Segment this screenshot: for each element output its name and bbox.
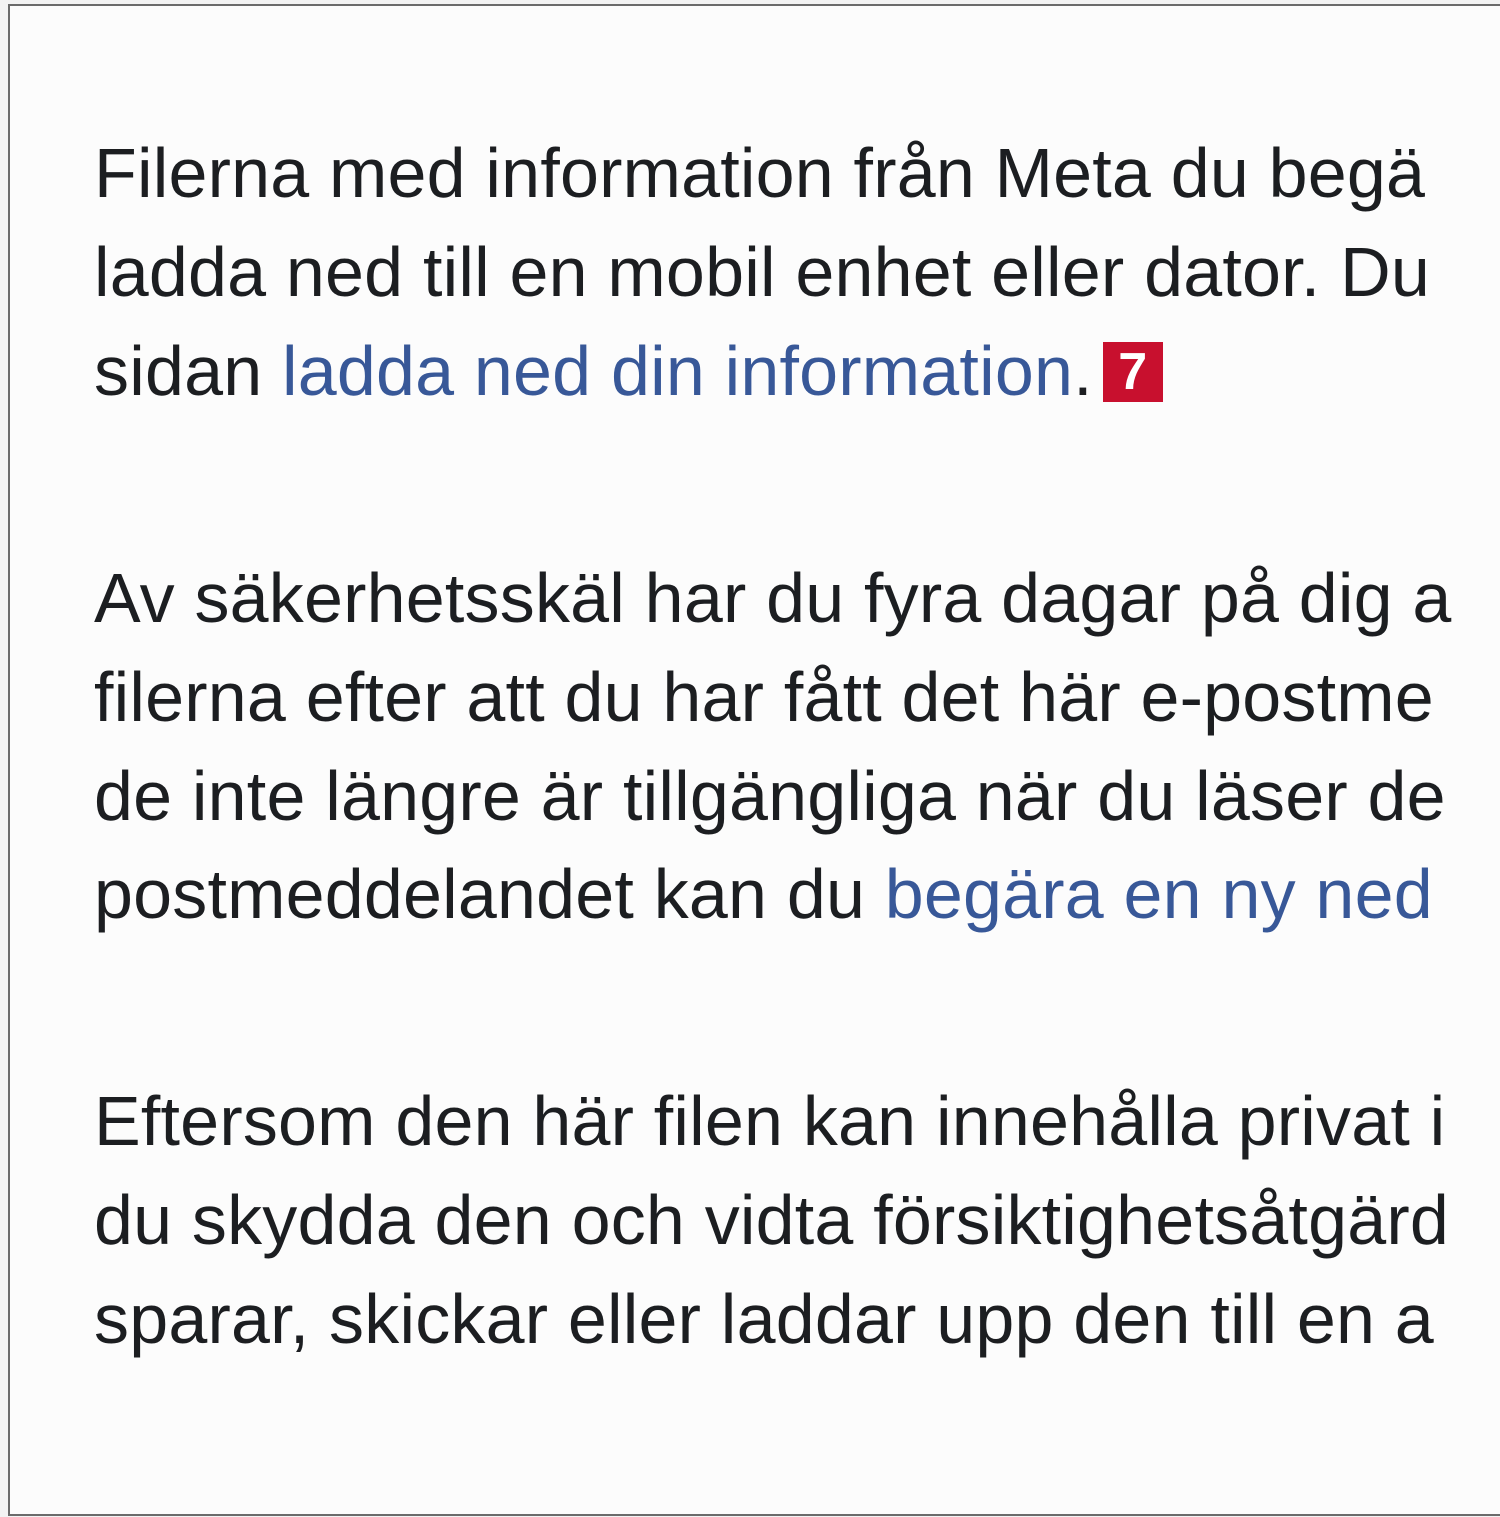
paragraph-line: ladda ned till en mobil enhet eller dator. Du: [94, 233, 1430, 311]
paragraph-line: [94, 855, 1433, 933]
paragraph-line: sparar, skickar eller laddar upp den till en a: [94, 1280, 1434, 1358]
paragraph-line: [94, 332, 1163, 410]
text-fragment: sidan: [94, 332, 282, 410]
paragraph-line: Filerna med information från Meta du begä: [94, 134, 1426, 212]
text-fragment: .: [1073, 332, 1093, 410]
paragraph-line: Eftersom den här filen kan innehålla privat i: [94, 1082, 1446, 1160]
email-body-frame: [8, 4, 1500, 1516]
paragraph-line: filerna efter att du har fått det här e-postme: [94, 658, 1434, 736]
paragraph-line: de inte längre är tillgängliga när du läser de: [94, 757, 1446, 835]
annotation-badge: 7: [1103, 342, 1163, 402]
paragraph-line: du skydda den och vidta försiktighetsåtgärd: [94, 1181, 1449, 1259]
download-your-information-link[interactable]: ladda ned din information: [282, 332, 1074, 410]
text-fragment: postmeddelandet kan du: [94, 855, 885, 933]
request-new-download-link[interactable]: begära en ny ned: [884, 855, 1433, 933]
paragraph-line: Av säkerhetsskäl har du fyra dagar på dig a: [94, 559, 1452, 637]
